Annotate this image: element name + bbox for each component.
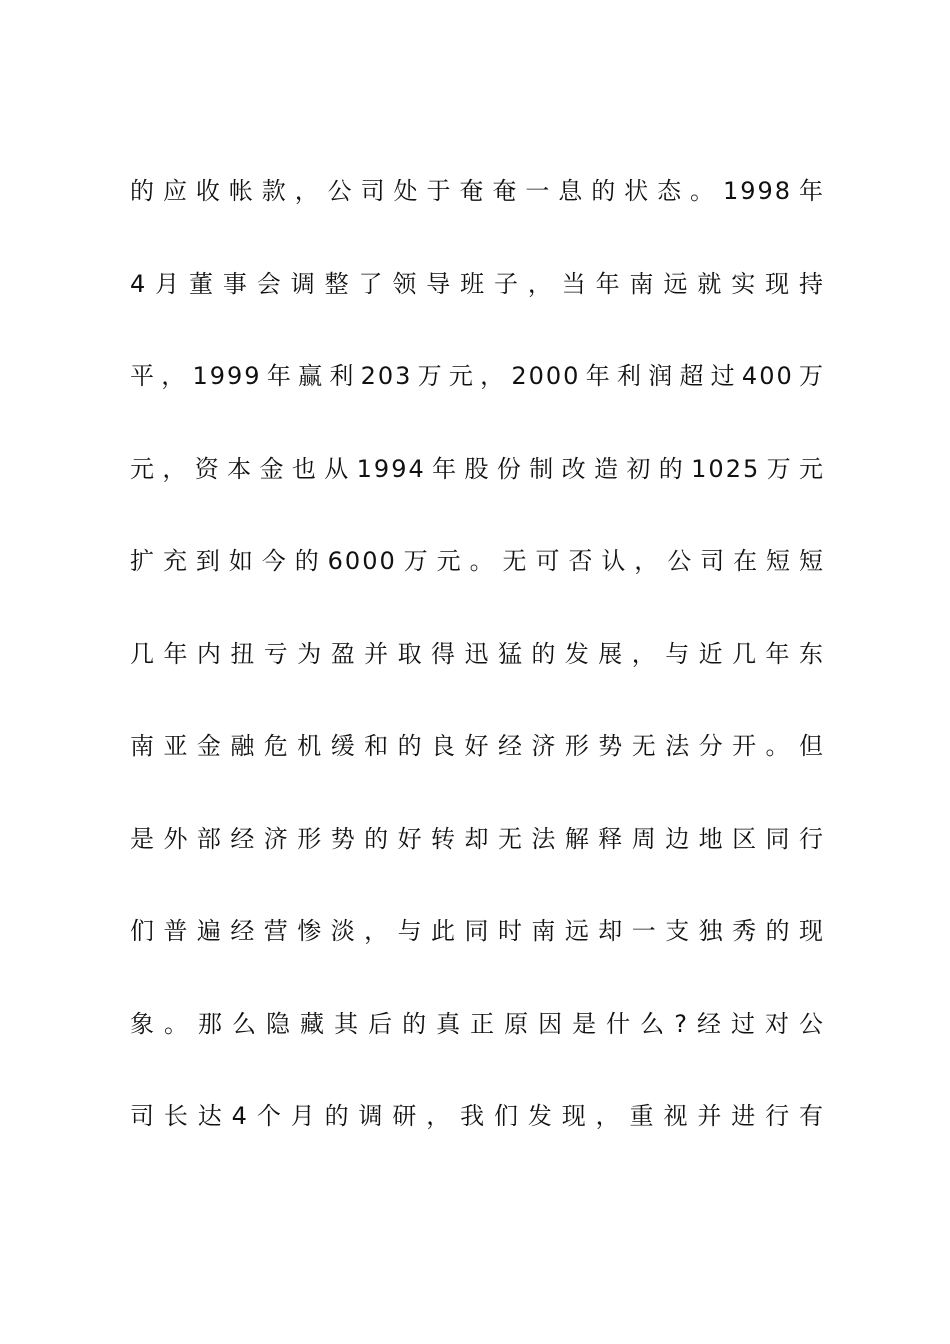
- text-line: 们普遍经营惨淡，与此同时南远却一支独秀的现: [130, 917, 825, 945]
- text-line: 几年内扭亏为盈并取得迅猛的发展，与近几年东: [130, 639, 825, 668]
- text-line: 南亚金融危机缓和的良好经济形势无法分开。但: [130, 732, 825, 760]
- text-line: 扩充到如今的6000万元。无可否认，公司在短短: [130, 547, 825, 575]
- text-line: 司长达4个月的调研，我们发现，重视并进行有: [130, 1102, 825, 1130]
- text-line: 4月董事会调整了领导班子，当年南远就实现持: [130, 269, 825, 298]
- text-line: 的应收帐款，公司处于奄奄一息的状态。1998年: [130, 177, 825, 205]
- text-line: 是外部经济形势的好转却无法解释周边地区同行: [130, 824, 825, 853]
- text-line: 平，1999年赢利203万元，2000年利润超过400万: [130, 362, 825, 390]
- text-line: 象。那么隐藏其后的真正原因是什么?经过对公: [130, 1009, 825, 1038]
- text-line: 元，资本金也从1994年股份制改造初的1025万元: [130, 454, 825, 483]
- body-paragraph: [130, 168, 825, 1186]
